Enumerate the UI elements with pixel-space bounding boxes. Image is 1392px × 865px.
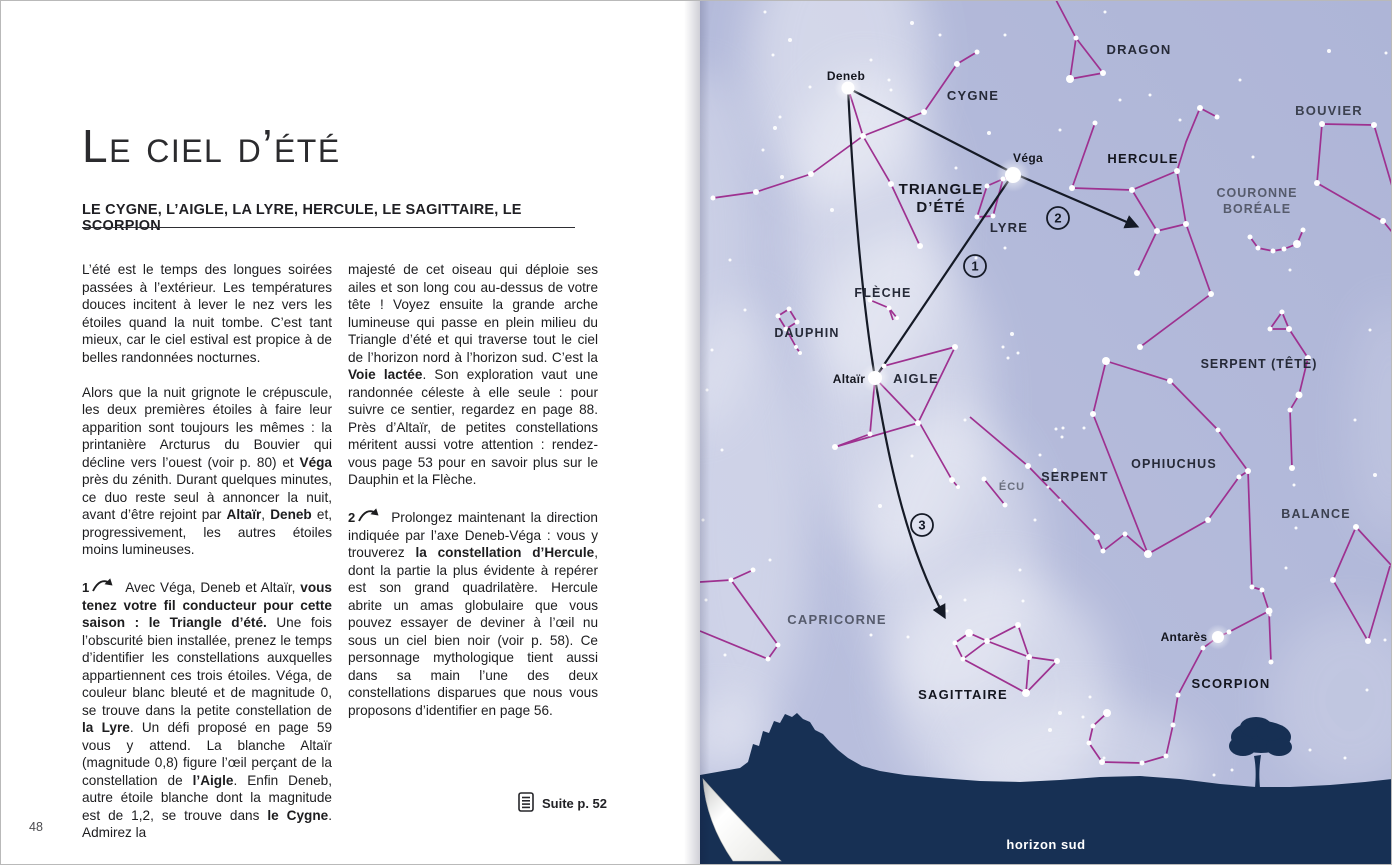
page-title: Le ciel d’été <box>82 119 341 172</box>
paragraph: Alors que la nuit grignote le crépuscule, les deux premières étoiles à faire leur apparition sont toujours les mêmes : la printanière Arcturus du Bouvier qui décline vers l’ouest (voir p. 80) et Véga près du zénith. Durant quelques minutes, ce duo reste seul à annoncer la nuit, avant d’être rejoint par Altaïr, Deneb et, progressivement, les autres étoiles moins lumineuses. <box>82 384 332 557</box>
step-marker-2: 2 <box>348 506 381 527</box>
label-couronne-boreale: COURONNE BORÉALE <box>1216 186 1298 216</box>
paragraph: majesté de cet oiseau qui déploie ses ailes et son long cou au-dessus de votre tête ! Voyez ensuite la grande arche lumineuse qui passe en plein milieu du Triangle d’été et qui traverse tout le ciel de l’horizon nord à l’horizon sud. C’est la Voie lactée. Son exploration vaut une randonnée céleste à elle seule : pour suivre ce sentier, regardez en page 88. Près d’Altaïr, de petites constellations méritent aussi votre attention : rendez-vous page 53 pour en savoir plus sur le Dauphin et la Flèche. <box>348 262 598 487</box>
star-chart-page <box>700 0 1392 865</box>
label-deneb: Deneb <box>826 69 866 83</box>
star-chart-svg <box>700 0 1392 865</box>
label-ophiuchus: OPHIUCHUS <box>1131 457 1217 471</box>
continuation-label: Suite p. 52 <box>542 796 608 811</box>
label-cygne: CYGNE <box>946 88 1000 103</box>
label-serpent: SERPENT <box>1041 470 1109 484</box>
label-dauphin: DAUPHIN <box>774 326 840 340</box>
label-serpent-tete: SERPENT (TÊTE) <box>1200 357 1318 371</box>
label-sagittaire: SAGITTAIRE <box>918 687 1008 702</box>
page-lines-icon <box>518 792 534 815</box>
label-capricorne: CAPRICORNE <box>787 612 887 627</box>
label-triangle-ete: TRIANGLE D’ÉTÉ <box>898 181 984 216</box>
label-vega: Véga <box>1013 151 1043 165</box>
subtitle-rule <box>82 227 575 228</box>
label-ecu: ÉCU <box>998 481 1026 493</box>
label-scorpion: SCORPION <box>1191 676 1271 691</box>
label-balance: BALANCE <box>1281 507 1351 521</box>
text-column-2 <box>348 261 598 737</box>
paragraph: L’été est le temps des longues soirées passées à l’extérieur. Les températures douces incitent à lever le nez vers les étoiles quand la nuit tombe. C’est tant mieux, car le ciel estival est propice à de belles randonnées nocturnes. <box>82 262 332 365</box>
curved-arrow-icon <box>91 576 115 594</box>
label-dragon: DRAGON <box>1106 42 1172 57</box>
svg-text:1: 1 <box>971 258 979 274</box>
page-number: 48 <box>29 820 43 834</box>
continuation-note <box>518 792 607 815</box>
chapter-subtitle: LE CYGNE, L’AIGLE, LA LYRE, HERCULE, LE SAGITTAIRE, LE SCORPION <box>82 202 522 234</box>
label-antares: Antarès <box>1160 630 1208 644</box>
horizon-sud-label: horizon sud <box>1006 837 1086 852</box>
svg-text:3: 3 <box>918 517 926 533</box>
label-bouvier: BOUVIER <box>1295 103 1363 118</box>
text-column-1 <box>82 261 332 859</box>
paragraph: 1 Avec Véga, Deneb et Altaïr, vous tenez votre fil conducteur pour cette saison : le Triangle d’été. Une fois l’obscurité bien installée, prenez le temps d’identifier les constellations auxquelles appartiennent ces trois étoiles. Véga, de couleur blanc bleuté et de magnitude 0, se trouve dans la petite constellation de la Lyre. Un défi proposé en page 59 vous y attend. La blanche Altaïr (magnitude 0,8) figure l’œil perçant de la constellation de l’Aigle. Enfin Deneb, autre étoile blanche dont la magnitude est de 1,2, se trouve dans le Cygne. Admirez la <box>82 576 332 842</box>
label-hercule: HERCULE <box>1107 151 1179 166</box>
paragraph: 2 Prolongez maintenant la direction indiquée par l’axe Deneb-Véga : vous y trouverez la constellation d’Hercule, dont la partie la plus évidente à repérer est son grand quadrilatère. Hercule abrite un amas globulaire que vous pouvez essayer de deviner à l’œil nu sous un ciel bien noir (voir p. 58). Ce personnage mythologique tient aussi dans sa main l’une des deux constellations disparues que nous vous proposons d’identifier en page 56. <box>348 506 598 719</box>
label-lyre: LYRE <box>989 220 1029 235</box>
svg-text:2: 2 <box>1054 210 1062 226</box>
label-fleche: FLÈCHE <box>854 286 912 300</box>
star-antares <box>1205 624 1230 649</box>
page-gutter-shadow-right <box>700 0 710 865</box>
label-altair: Altaïr <box>832 372 866 386</box>
page-gutter-shadow <box>684 0 700 865</box>
label-aigle: AIGLE <box>893 371 939 386</box>
curved-arrow-icon <box>357 506 381 524</box>
step-marker-1: 1 <box>82 576 115 597</box>
